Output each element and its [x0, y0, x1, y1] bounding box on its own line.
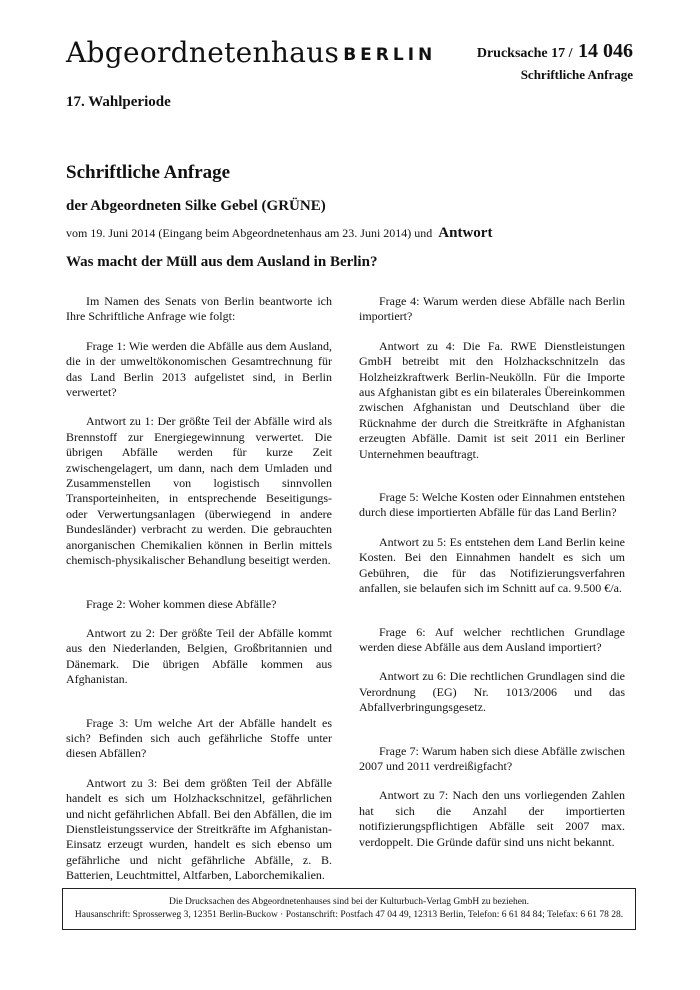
answer-4: Antwort zu 4: Die Fa. RWE Dienstleistungen GmbH betreibt mit den Holzhackschnitzeln das Holzheizkraftwerk Berlin-Neukölln. Für die Importe aus Afghanistan gibt es ein bilaterales Übereinkommen zwischen Afghanistan und Deutschland über die Rücknahme der durch die Streitkräfte in Afghanistan erzeugten Abfälle. Damit ist seit 2011 ein Berliner Unternehmen beauftragt.	[359, 338, 625, 461]
document-type: Schriftliche Anfrage	[520, 67, 633, 82]
footer-line-2: Hausanschrift: Sprosserweg 3, 12351 Berlin-Buckow · Postanschrift: Postfach 47 04 49, 12313 Berlin, Telefon: 6 61 84 84; Telefax: 6 61 78 28.	[74, 910, 624, 920]
question-7: Frage 7: Warum haben sich diese Abfälle zwischen 2007 und 2011 verdreißigfacht?	[359, 743, 625, 773]
answer-label: Antwort	[438, 225, 493, 241]
answer-2: Antwort zu 2: Der größte Teil der Abfälle kommt aus den Niederlanden, Belgien, Großbritannien und Dänemark. Die übrigen Abfälle kommen aus Afghanistan.	[66, 625, 332, 687]
question-2: Frage 2: Woher kommen diese Abfälle?	[86, 596, 277, 611]
logo-wordmark: Abgeordnetenhaus	[66, 36, 340, 69]
answer-6: Antwort zu 6: Die rechtlichen Grundlagen sind die Verordnung (EG) Nr. 1013/2006 und das Abfallverbringungsgesetz.	[359, 669, 625, 715]
date-text: vom 19. Juni 2014 (Eingang beim Abgeordnetenhaus am 23. Juni 2014) und	[66, 226, 433, 240]
page-title: Schriftliche Anfrage	[66, 162, 231, 183]
legislative-period: 17. Wahlperiode	[66, 94, 171, 110]
parliament-logo	[66, 36, 436, 69]
footer-line-1: Die Drucksachen des Abgeordnetenhauses sind bei der Kulturbuch-Verlag GmbH zu beziehen.	[168, 897, 530, 907]
document-number: 14 046	[578, 40, 633, 62]
document-id-block	[477, 40, 633, 83]
date-line	[66, 225, 492, 242]
answer-7: Antwort zu 7: Nach den uns vorliegenden Zahlen hat sich die Anzahl der importierten notifizierungspflichtigen Abfälle seit 2007 max. verdoppelt. Die Gründe dafür sind uns nicht bekannt.	[359, 788, 625, 849]
answer-5: Antwort zu 5: Es entstehen dem Land Berlin keine Kosten. Bei den Einnahmen handelt es sich um Gebühren, die für das Notifizierungsverfahren anfallen, sie belaufen sich im Schnitt auf ca. 9.500 €/a.	[359, 534, 625, 596]
question-6: Frage 6: Auf welcher rechtlichen Grundlage werden diese Abfälle aus dem Ausland importiert?	[359, 624, 625, 654]
author-line: der Abgeordneten Silke Gebel (GRÜNE)	[66, 198, 326, 214]
question-4: Frage 4: Warum werden diese Abfälle nach Berlin importiert?	[359, 294, 625, 324]
answer-3: Antwort zu 3: Bei dem größten Teil der Abfälle handelt es sich um Holzhackschnitzel, gefährlichen und nicht gefährlichen Abfall. Bei den Abfällen, die im Dienstleistungsservice der Streitkräfte im Afghanistan-Einsatz erzeugt wurden, handelt es sich ebenso um gefährliche und nicht gefährliche Abfälle, z. B. Batterien, Leuchtmittel, Altfarben, Laborchemikalien.	[66, 775, 332, 883]
question-5: Frage 5: Welche Kosten oder Einnahmen entstehen durch diese importierten Abfälle für das Land Berlin?	[359, 490, 625, 520]
document-prefix: Drucksache 17 /	[476, 46, 573, 61]
inquiry-topic: Was macht der Müll aus dem Ausland in Berlin?	[66, 254, 378, 270]
question-1: Frage 1: Wie werden die Abfälle aus dem Ausland, die in der umweltökonomischen Gesamtrechnung für das Land Berlin 2013 aufgelistet sind, in Berlin verwertet?	[66, 338, 332, 400]
footer-box	[62, 888, 636, 930]
left-column	[66, 294, 332, 898]
answer-1: Antwort zu 1: Der größte Teil der Abfälle wird als Brennstoff zur Energiegewinnung verwertet. Die übrigen Abfälle werden für kurze Zeit zwischengelagert, um dann, nach dem Umladen und Zusammenstellen von logistisch sinnvollen Transporteinheiten, in entsprechende Beseitigungs- oder Verwertungsanlagen (überwiegend in andere Bundesländer) verbracht zu werden. Die gebrauchten anorganischen Chemikalien können in Berlin mittels chemisch-physikalischer Behandlung beseitigt werden.	[66, 414, 332, 568]
logo-city: BERLIN	[343, 45, 437, 65]
right-column	[359, 294, 625, 864]
question-3: Frage 3: Um welche Art der Abfälle handelt es sich? Befinden sich auch gefährliche Stoffe unter diesen Abfällen?	[66, 715, 332, 761]
intro-paragraph: Im Namen des Senats von Berlin beantworte ich Ihre Schriftliche Anfrage wie folgt:	[66, 294, 332, 324]
